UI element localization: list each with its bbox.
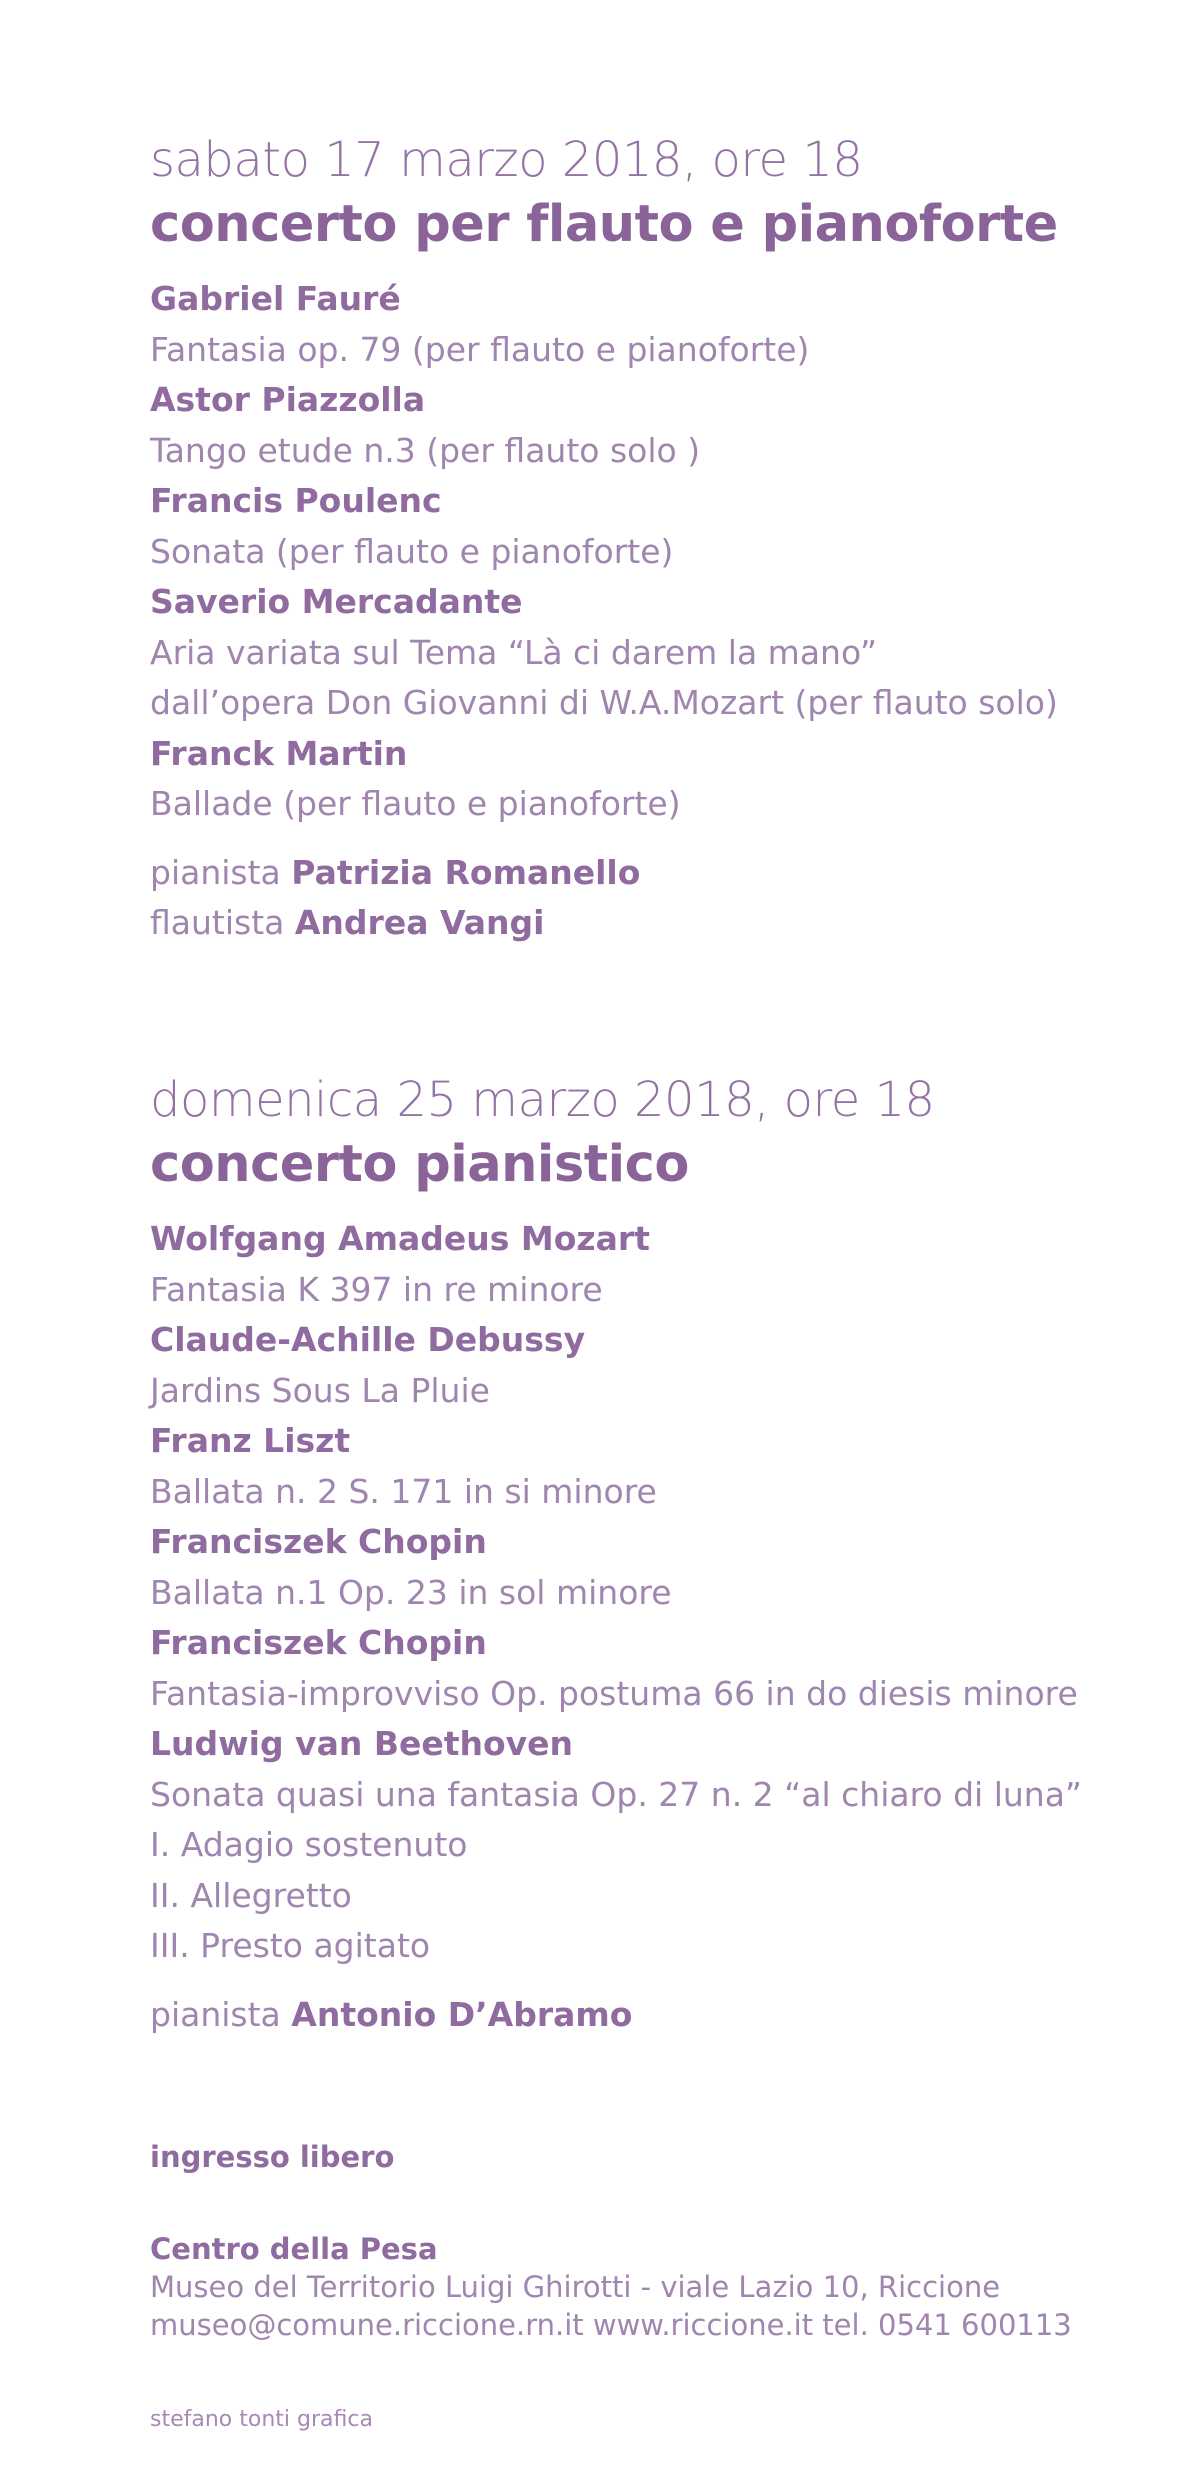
work-title: Tango etude n.3 (per flauto solo ) (150, 430, 701, 470)
venue-name: Centro della Pesa (150, 2232, 438, 2266)
work-title: Aria variata sul Tema “Là ci darem la mano” (150, 632, 878, 672)
composer-name: Wolfgang Amadeus Mozart (150, 1219, 650, 1258)
performer-name: Patrizia Romanello (291, 852, 641, 892)
composer-name: Gabriel Fauré (150, 279, 401, 318)
composer-name: Franciszek Chopin (150, 1522, 487, 1561)
performers-list (150, 1990, 1110, 2041)
performer-line (150, 1990, 1110, 2041)
performer-line (150, 898, 1110, 949)
concert-title: concerto pianistico (150, 1135, 689, 1194)
composer-name: Astor Piazzolla (150, 380, 426, 419)
design-credit: stefano tonti grafica (150, 2407, 373, 2432)
work-title: Fantasia-improvviso Op. postuma 66 in do diesis minore (150, 1673, 1078, 1713)
work-title: Sonata (per flauto e pianoforte) (150, 531, 674, 571)
work-title: Ballade (per flauto e pianoforte) (150, 784, 681, 823)
venue-address: Museo del Territorio Luigi Ghirotti - viale Lazio 10, Riccione (150, 2270, 1001, 2304)
work-title: dall’opera Don Giovanni di W.A.Mozart (per flauto solo) (150, 683, 1058, 722)
movement-title: I. Adagio sostenuto (150, 1825, 468, 1864)
concert-title: concerto per flauto e pianoforte (150, 195, 1058, 254)
work-title: Ballata n.1 Op. 23 in sol minore (150, 1572, 672, 1612)
concert-date: domenica 25 marzo 2018, ore 18 (150, 1072, 935, 1128)
work-title: Jardins Sous La Pluie (150, 1370, 490, 1410)
performer-role: pianista (150, 852, 281, 892)
composer-name: Ludwig van Beethoven (150, 1724, 574, 1763)
composer-name: Franz Liszt (150, 1421, 351, 1460)
performer-role: flautista (150, 903, 285, 942)
work-title: Sonata quasi una fantasia Op. 27 n. 2 “al chiaro di luna” (150, 1774, 1083, 1814)
concert-section-2 (150, 1068, 1110, 2040)
composer-name: Franciszek Chopin (150, 1623, 487, 1662)
footer-info (150, 2140, 1110, 2344)
movement-title: III. Presto agitato (150, 1926, 431, 1965)
composer-name: Claude-Achille Debussy (150, 1320, 586, 1359)
concert-date: sabato 17 marzo 2018, ore 18 (150, 132, 863, 188)
concert-program (150, 274, 1110, 830)
composer-name: Francis Poulenc (150, 481, 442, 520)
composer-name: Saverio Mercadante (150, 582, 523, 621)
composer-name: Franck Martin (150, 733, 408, 773)
movement-title: II. Allegretto (150, 1875, 352, 1915)
work-title: Fantasia K 397 in re minore (150, 1269, 603, 1309)
performer-role: pianista (150, 1994, 281, 2034)
performer-line (150, 848, 1110, 899)
concert-program (150, 1214, 1110, 1972)
performer-name: Andrea Vangi (294, 903, 545, 942)
entry-note: ingresso libero (150, 2140, 395, 2174)
work-title: Fantasia op. 79 (per flauto e pianoforte) (150, 329, 810, 369)
performers-list (150, 848, 1110, 949)
work-title: Ballata n. 2 S. 171 in si minore (150, 1471, 657, 1511)
venue-contact: museo@comune.riccione.rn.it www.riccione.it tel. 0541 600113 (150, 2308, 1072, 2342)
concert-section-1 (150, 128, 1110, 949)
performer-name: Antonio D’Abramo (291, 1994, 633, 2034)
